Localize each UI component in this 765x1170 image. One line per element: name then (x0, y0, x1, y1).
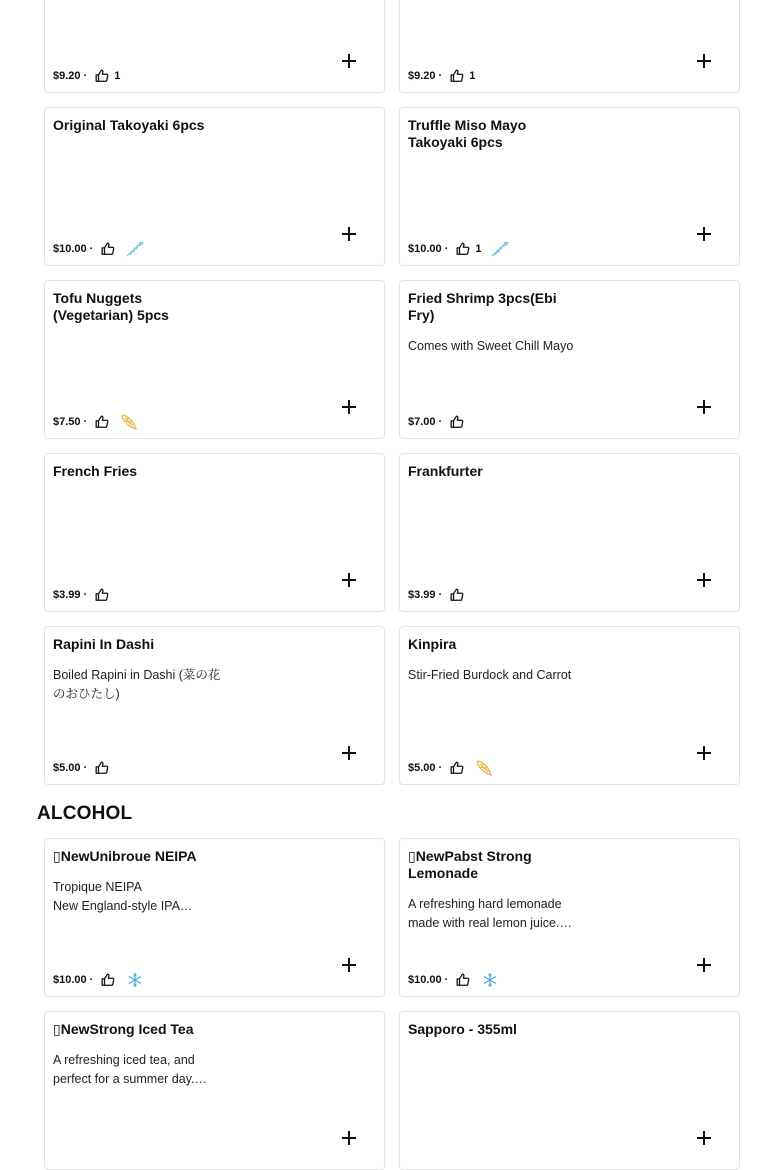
menu-item-card[interactable] (44, 280, 385, 439)
thumbs-up-icon[interactable] (455, 972, 471, 988)
plus-icon (341, 53, 357, 69)
thumbs-up-icon[interactable] (94, 760, 110, 776)
plus-icon (696, 745, 712, 761)
plus-icon (341, 226, 357, 242)
plus-icon (341, 572, 357, 588)
new-badge-icon: ▯ (408, 848, 416, 864)
plus-icon (696, 226, 712, 242)
like-count: 1 (475, 243, 482, 255)
add-item-button[interactable] (695, 52, 713, 70)
thumbs-up-icon[interactable] (100, 241, 116, 257)
add-item-button[interactable] (695, 744, 713, 762)
menu-item-card[interactable] (44, 838, 385, 997)
menu-item-card[interactable] (44, 453, 385, 612)
add-item-button[interactable] (695, 398, 713, 416)
menu-item-card[interactable] (399, 280, 740, 439)
plus-icon (341, 745, 357, 761)
item-name: Original Takoyaki 6pcs (53, 117, 205, 133)
item-name: ▯NewUnibroue NEIPA (53, 848, 197, 864)
item-name: Sapporo - 355ml (408, 1021, 517, 1037)
menu-item-card[interactable] (44, 626, 385, 785)
item-meta: $10.00 · 1 (408, 240, 511, 258)
add-item-button[interactable] (340, 956, 358, 974)
like-count: 1 (469, 70, 476, 82)
item-name: ▯NewPabst Strong Lemonade (408, 848, 532, 881)
thumbs-up-icon[interactable] (94, 414, 110, 430)
vegetarian-icon (473, 758, 495, 778)
new-badge-icon: ▯ (53, 848, 61, 864)
item-name: Rapini In Dashi (53, 636, 155, 652)
item-price: $10.00 (408, 974, 442, 986)
like-count: 1 (114, 70, 121, 82)
plus-icon (696, 572, 712, 588)
add-item-button[interactable] (340, 744, 358, 762)
add-item-button[interactable] (340, 52, 358, 70)
menu-item-card[interactable] (399, 453, 740, 612)
item-price: $5.00 (408, 762, 436, 774)
menu-item-card[interactable] (399, 1011, 740, 1170)
item-name: ▯NewStrong Iced Tea (53, 1021, 194, 1037)
add-item-button[interactable] (340, 398, 358, 416)
add-item-button[interactable] (695, 956, 713, 974)
item-meta: $10.00 · (408, 971, 501, 989)
thumbs-up-icon[interactable] (449, 760, 465, 776)
thumbs-up-icon[interactable] (455, 241, 471, 257)
item-name: Kinpira (408, 636, 457, 652)
item-description: Boiled Rapini in Dashi (菜の花のおひたし) (53, 668, 221, 701)
thumbs-up-icon[interactable] (94, 68, 110, 84)
item-description: Stir-Fried Burdock and Carrot (408, 668, 572, 682)
plus-icon (341, 957, 357, 973)
new-badge-icon: ▯ (53, 1021, 61, 1037)
thumbs-up-icon[interactable] (449, 68, 465, 84)
item-description: Tropique NEIPA New England-style IPA… (53, 880, 193, 913)
plus-icon (341, 399, 357, 415)
cold-icon (479, 970, 501, 990)
plus-icon (696, 1130, 712, 1146)
add-item-button[interactable] (695, 571, 713, 589)
item-price: $5.00 (53, 762, 81, 774)
thumbs-up-icon[interactable] (100, 972, 116, 988)
seafood-icon (489, 239, 511, 259)
item-price: $3.99 (53, 589, 81, 601)
item-meta: $7.50 · (53, 413, 140, 431)
menu-item-card[interactable] (44, 1011, 385, 1170)
plus-icon (696, 53, 712, 69)
item-meta: $5.00 · (53, 759, 110, 777)
item-meta: $5.00 · (408, 759, 495, 777)
item-meta: $9.20 · 1 (408, 70, 476, 82)
thumbs-up-icon[interactable] (449, 587, 465, 603)
item-meta: $3.99 · (53, 586, 110, 604)
vegetarian-icon (118, 412, 140, 432)
item-price: $3.99 (408, 589, 436, 601)
item-price: $10.00 (53, 243, 87, 255)
add-item-button[interactable] (340, 225, 358, 243)
plus-icon (341, 1130, 357, 1146)
menu-item-card[interactable] (399, 107, 740, 266)
item-meta: $3.99 · (408, 586, 465, 604)
plus-icon (696, 399, 712, 415)
menu-item-card[interactable] (399, 626, 740, 785)
menu-item-card[interactable] (44, 0, 385, 93)
add-item-button[interactable] (695, 225, 713, 243)
item-description: Comes with Sweet Chill Mayo (408, 339, 574, 353)
add-item-button[interactable] (340, 571, 358, 589)
item-price: $7.50 (53, 416, 81, 428)
thumbs-up-icon[interactable] (94, 587, 110, 603)
item-meta: $10.00 · (53, 971, 146, 989)
menu-item-card[interactable] (44, 107, 385, 266)
item-price: $9.20 (408, 70, 436, 82)
seafood-icon (124, 239, 146, 259)
thumbs-up-icon[interactable] (449, 414, 465, 430)
add-item-button[interactable] (695, 1129, 713, 1147)
menu-item-card[interactable] (399, 838, 740, 997)
item-price: $10.00 (408, 243, 442, 255)
item-meta: $10.00 · (53, 240, 146, 258)
menu-item-card[interactable] (399, 0, 740, 93)
item-description: A refreshing iced tea, and perfect for a summer day.… (53, 1053, 207, 1086)
item-price: $9.20 (53, 70, 81, 82)
item-meta: $7.00 · (408, 413, 465, 431)
item-price: $7.00 (408, 416, 436, 428)
section-title: ALCOHOL (37, 803, 133, 824)
item-name: Fried Shrimp 3pcs(Ebi Fry) (408, 290, 557, 323)
add-item-button[interactable] (340, 1129, 358, 1147)
plus-icon (696, 957, 712, 973)
item-name: Tofu Nuggets (Vegetarian) 5pcs (53, 290, 169, 323)
item-meta: $9.20 · 1 (53, 70, 121, 82)
item-price: $10.00 (53, 974, 87, 986)
item-name: Frankfurter (408, 463, 483, 479)
cold-icon (124, 970, 146, 990)
item-name: Truffle Miso Mayo Takoyaki 6pcs (408, 117, 527, 150)
item-description: A refreshing hard lemonade made with real lemon juice.… (408, 897, 572, 930)
item-name: French Fries (53, 463, 138, 479)
